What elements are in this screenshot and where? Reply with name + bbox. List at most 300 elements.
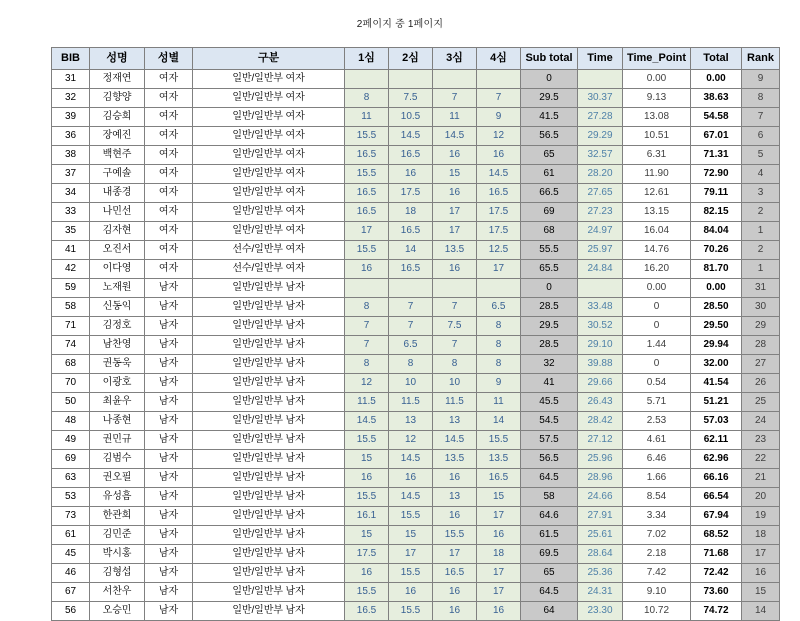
cell-time: 24.66 (578, 488, 623, 507)
cell-tpoint: 2.18 (623, 545, 691, 564)
cell-time: 30.52 (578, 317, 623, 336)
cell-sub: 65 (521, 146, 578, 165)
cell-j3: 15 (433, 165, 477, 184)
column-header-name: 성명 (90, 48, 145, 70)
cell-sub: 54.5 (521, 412, 578, 431)
cell-sub: 65 (521, 564, 578, 583)
cell-div: 일반/일반부 여자 (193, 108, 345, 127)
cell-rank: 25 (742, 393, 780, 412)
cell-time (578, 70, 623, 89)
cell-rank: 2 (742, 241, 780, 260)
cell-sub: 0 (521, 70, 578, 89)
table-row (52, 545, 780, 564)
cell-bib: 69 (52, 450, 90, 469)
cell-j4: 17 (477, 564, 521, 583)
cell-j2: 7.5 (389, 89, 433, 108)
cell-tpoint: 3.34 (623, 507, 691, 526)
cell-j3: 16 (433, 583, 477, 602)
cell-j2: 14.5 (389, 450, 433, 469)
cell-j3: 17 (433, 203, 477, 222)
column-header-gender: 성별 (145, 48, 193, 70)
cell-total: 72.42 (691, 564, 742, 583)
cell-j4 (477, 279, 521, 298)
column-header-div: 구분 (193, 48, 345, 70)
cell-rank: 21 (742, 469, 780, 488)
cell-j1 (345, 70, 389, 89)
cell-j1: 15.5 (345, 583, 389, 602)
cell-div: 일반/일반부 남자 (193, 355, 345, 374)
cell-time: 39.88 (578, 355, 623, 374)
cell-j4: 12 (477, 127, 521, 146)
cell-name: 서찬우 (90, 583, 145, 602)
table-row (52, 222, 780, 241)
cell-gender: 남자 (145, 507, 193, 526)
cell-div: 일반/일반부 남자 (193, 336, 345, 355)
cell-rank: 14 (742, 602, 780, 621)
cell-tpoint: 12.61 (623, 184, 691, 203)
cell-j4: 17 (477, 260, 521, 279)
cell-sub: 28.5 (521, 336, 578, 355)
cell-j2: 14.5 (389, 127, 433, 146)
cell-div: 일반/일반부 남자 (193, 431, 345, 450)
cell-time: 25.61 (578, 526, 623, 545)
cell-j1 (345, 279, 389, 298)
cell-j1: 11.5 (345, 393, 389, 412)
table-row (52, 165, 780, 184)
cell-j1: 16.5 (345, 146, 389, 165)
cell-div: 일반/일반부 남자 (193, 583, 345, 602)
cell-sub: 55.5 (521, 241, 578, 260)
cell-time: 32.57 (578, 146, 623, 165)
cell-rank: 27 (742, 355, 780, 374)
column-header-j4: 4심 (477, 48, 521, 70)
cell-rank: 7 (742, 108, 780, 127)
cell-j4: 17.5 (477, 203, 521, 222)
cell-j3: 13.5 (433, 241, 477, 260)
table-row (52, 431, 780, 450)
cell-rank: 22 (742, 450, 780, 469)
cell-j3: 14.5 (433, 127, 477, 146)
table-row (52, 450, 780, 469)
cell-j3: 16.5 (433, 564, 477, 583)
cell-div: 일반/일반부 남자 (193, 545, 345, 564)
cell-div: 일반/일반부 여자 (193, 89, 345, 108)
cell-time: 27.28 (578, 108, 623, 127)
cell-j4: 18 (477, 545, 521, 564)
cell-j3: 17 (433, 545, 477, 564)
cell-j2: 16 (389, 583, 433, 602)
cell-time: 33.48 (578, 298, 623, 317)
cell-sub: 56.5 (521, 127, 578, 146)
cell-name: 나민선 (90, 203, 145, 222)
cell-name: 김범수 (90, 450, 145, 469)
cell-div: 일반/일반부 남자 (193, 317, 345, 336)
cell-j2: 14 (389, 241, 433, 260)
cell-j1: 11 (345, 108, 389, 127)
table-row (52, 526, 780, 545)
cell-gender: 남자 (145, 298, 193, 317)
cell-j2: 10.5 (389, 108, 433, 127)
cell-div: 일반/일반부 남자 (193, 279, 345, 298)
cell-tpoint: 0 (623, 355, 691, 374)
cell-name: 이다영 (90, 260, 145, 279)
cell-j1: 16.5 (345, 602, 389, 621)
cell-j3: 11.5 (433, 393, 477, 412)
cell-j3: 10 (433, 374, 477, 393)
cell-name: 한관희 (90, 507, 145, 526)
cell-time: 24.97 (578, 222, 623, 241)
cell-div: 일반/일반부 여자 (193, 146, 345, 165)
cell-bib: 71 (52, 317, 90, 336)
cell-j3: 16 (433, 507, 477, 526)
cell-j3: 7 (433, 336, 477, 355)
cell-j2: 14.5 (389, 488, 433, 507)
cell-rank: 29 (742, 317, 780, 336)
cell-name: 김향양 (90, 89, 145, 108)
cell-time: 29.29 (578, 127, 623, 146)
cell-sub: 57.5 (521, 431, 578, 450)
cell-time: 25.96 (578, 450, 623, 469)
cell-bib: 42 (52, 260, 90, 279)
cell-sub: 64.5 (521, 469, 578, 488)
column-header-j2: 2심 (389, 48, 433, 70)
table-row (52, 564, 780, 583)
cell-j2: 10 (389, 374, 433, 393)
cell-j3: 7.5 (433, 317, 477, 336)
table-row (52, 488, 780, 507)
cell-j4: 9 (477, 108, 521, 127)
cell-rank: 31 (742, 279, 780, 298)
cell-bib: 38 (52, 146, 90, 165)
cell-sub: 69.5 (521, 545, 578, 564)
cell-j1: 15.5 (345, 165, 389, 184)
cell-total: 71.31 (691, 146, 742, 165)
table-header-row (52, 48, 780, 70)
cell-tpoint: 2.53 (623, 412, 691, 431)
cell-tpoint: 6.31 (623, 146, 691, 165)
cell-sub: 45.5 (521, 393, 578, 412)
cell-name: 김민준 (90, 526, 145, 545)
results-table-container (0, 30, 800, 621)
cell-j1: 16 (345, 469, 389, 488)
cell-rank: 2 (742, 203, 780, 222)
cell-rank: 3 (742, 184, 780, 203)
cell-total: 0.00 (691, 70, 742, 89)
cell-div: 일반/일반부 남자 (193, 488, 345, 507)
cell-bib: 31 (52, 70, 90, 89)
cell-rank: 17 (742, 545, 780, 564)
cell-total: 81.70 (691, 260, 742, 279)
cell-sub: 41 (521, 374, 578, 393)
cell-bib: 74 (52, 336, 90, 355)
cell-name: 김자현 (90, 222, 145, 241)
table-row (52, 184, 780, 203)
cell-total: 84.04 (691, 222, 742, 241)
cell-tpoint: 13.08 (623, 108, 691, 127)
cell-total: 54.58 (691, 108, 742, 127)
cell-tpoint: 0 (623, 317, 691, 336)
cell-gender: 남자 (145, 374, 193, 393)
cell-name: 신동익 (90, 298, 145, 317)
cell-total: 72.90 (691, 165, 742, 184)
cell-name: 나종현 (90, 412, 145, 431)
cell-j3: 16 (433, 260, 477, 279)
cell-sub: 64.5 (521, 583, 578, 602)
cell-sub: 29.5 (521, 317, 578, 336)
cell-bib: 73 (52, 507, 90, 526)
cell-name: 정재연 (90, 70, 145, 89)
cell-j2: 16 (389, 469, 433, 488)
table-row (52, 374, 780, 393)
cell-gender: 여자 (145, 222, 193, 241)
cell-j2: 16.5 (389, 222, 433, 241)
cell-j4: 16 (477, 602, 521, 621)
cell-time: 28.20 (578, 165, 623, 184)
cell-j4: 17 (477, 507, 521, 526)
cell-name: 김정호 (90, 317, 145, 336)
cell-gender: 남자 (145, 602, 193, 621)
cell-sub: 58 (521, 488, 578, 507)
cell-rank: 19 (742, 507, 780, 526)
cell-name: 최윤우 (90, 393, 145, 412)
cell-div: 선수/일반부 여자 (193, 260, 345, 279)
cell-j1: 15.5 (345, 127, 389, 146)
cell-time: 28.64 (578, 545, 623, 564)
cell-name: 권민규 (90, 431, 145, 450)
cell-bib: 48 (52, 412, 90, 431)
cell-div: 일반/일반부 남자 (193, 602, 345, 621)
cell-j2: 15.5 (389, 602, 433, 621)
table-row (52, 469, 780, 488)
cell-time: 24.31 (578, 583, 623, 602)
cell-j2: 16.5 (389, 146, 433, 165)
cell-j2: 8 (389, 355, 433, 374)
cell-tpoint: 7.42 (623, 564, 691, 583)
cell-bib: 58 (52, 298, 90, 317)
cell-j4: 8 (477, 355, 521, 374)
cell-j1: 7 (345, 317, 389, 336)
cell-sub: 61.5 (521, 526, 578, 545)
cell-div: 일반/일반부 남자 (193, 450, 345, 469)
cell-j2: 15.5 (389, 507, 433, 526)
cell-j3: 16 (433, 602, 477, 621)
cell-total: 67.94 (691, 507, 742, 526)
table-body (52, 70, 780, 621)
cell-time: 29.66 (578, 374, 623, 393)
cell-bib: 46 (52, 564, 90, 583)
cell-tpoint: 9.13 (623, 89, 691, 108)
column-header-j1: 1심 (345, 48, 389, 70)
table-row (52, 89, 780, 108)
cell-bib: 45 (52, 545, 90, 564)
cell-sub: 65.5 (521, 260, 578, 279)
cell-j4: 17.5 (477, 222, 521, 241)
cell-gender: 여자 (145, 241, 193, 260)
cell-gender: 남자 (145, 279, 193, 298)
cell-rank: 18 (742, 526, 780, 545)
cell-gender: 여자 (145, 127, 193, 146)
cell-j3: 7 (433, 298, 477, 317)
cell-time: 28.42 (578, 412, 623, 431)
cell-name: 남찬영 (90, 336, 145, 355)
cell-time: 28.96 (578, 469, 623, 488)
cell-bib: 41 (52, 241, 90, 260)
cell-gender: 남자 (145, 583, 193, 602)
cell-name: 백현주 (90, 146, 145, 165)
table-row (52, 507, 780, 526)
cell-j4: 7 (477, 89, 521, 108)
table-row (52, 70, 780, 89)
cell-total: 38.63 (691, 89, 742, 108)
cell-gender: 남자 (145, 412, 193, 431)
cell-j4: 8 (477, 317, 521, 336)
cell-gender: 여자 (145, 108, 193, 127)
cell-total: 57.03 (691, 412, 742, 431)
column-header-bib: BIB (52, 48, 90, 70)
cell-gender: 남자 (145, 393, 193, 412)
cell-j3 (433, 279, 477, 298)
cell-rank: 30 (742, 298, 780, 317)
cell-gender: 남자 (145, 450, 193, 469)
cell-bib: 50 (52, 393, 90, 412)
cell-j2: 11.5 (389, 393, 433, 412)
cell-j1: 16 (345, 564, 389, 583)
cell-j2: 15.5 (389, 564, 433, 583)
cell-name: 권오필 (90, 469, 145, 488)
cell-time: 27.12 (578, 431, 623, 450)
cell-bib: 33 (52, 203, 90, 222)
cell-j1: 8 (345, 298, 389, 317)
cell-j1: 15.5 (345, 488, 389, 507)
cell-bib: 59 (52, 279, 90, 298)
cell-j2: 13 (389, 412, 433, 431)
cell-time: 30.37 (578, 89, 623, 108)
cell-j4: 17 (477, 583, 521, 602)
cell-j4: 16.5 (477, 469, 521, 488)
cell-bib: 67 (52, 583, 90, 602)
table-row (52, 412, 780, 431)
cell-j1: 16 (345, 260, 389, 279)
cell-bib: 39 (52, 108, 90, 127)
cell-time: 27.91 (578, 507, 623, 526)
cell-j1: 7 (345, 336, 389, 355)
cell-total: 28.50 (691, 298, 742, 317)
table-row (52, 108, 780, 127)
cell-sub: 61 (521, 165, 578, 184)
cell-j1: 16.1 (345, 507, 389, 526)
cell-tpoint: 6.46 (623, 450, 691, 469)
cell-total: 41.54 (691, 374, 742, 393)
cell-name: 오진서 (90, 241, 145, 260)
cell-tpoint: 16.04 (623, 222, 691, 241)
cell-sub: 66.5 (521, 184, 578, 203)
cell-sub: 29.5 (521, 89, 578, 108)
cell-tpoint: 8.54 (623, 488, 691, 507)
cell-name: 이광호 (90, 374, 145, 393)
cell-time: 29.10 (578, 336, 623, 355)
results-table (51, 47, 780, 621)
table-row (52, 279, 780, 298)
cell-time (578, 279, 623, 298)
column-header-time: Time (578, 48, 623, 70)
cell-j3: 13 (433, 488, 477, 507)
cell-rank: 23 (742, 431, 780, 450)
cell-j2 (389, 279, 433, 298)
cell-tpoint: 7.02 (623, 526, 691, 545)
cell-j1: 17.5 (345, 545, 389, 564)
cell-j2: 12 (389, 431, 433, 450)
cell-total: 82.15 (691, 203, 742, 222)
cell-sub: 64 (521, 602, 578, 621)
cell-j4: 16.5 (477, 184, 521, 203)
cell-div: 일반/일반부 남자 (193, 526, 345, 545)
cell-j2: 6.5 (389, 336, 433, 355)
cell-div: 일반/일반부 여자 (193, 222, 345, 241)
cell-j2: 17 (389, 545, 433, 564)
cell-rank: 28 (742, 336, 780, 355)
cell-j2: 7 (389, 317, 433, 336)
cell-j3: 13.5 (433, 450, 477, 469)
cell-j1: 17 (345, 222, 389, 241)
cell-total: 51.21 (691, 393, 742, 412)
cell-tpoint: 16.20 (623, 260, 691, 279)
cell-sub: 64.6 (521, 507, 578, 526)
cell-gender: 남자 (145, 355, 193, 374)
cell-tpoint: 0.54 (623, 374, 691, 393)
cell-total: 32.00 (691, 355, 742, 374)
cell-j1: 15.5 (345, 431, 389, 450)
table-row (52, 393, 780, 412)
table-row (52, 602, 780, 621)
cell-div: 일반/일반부 남자 (193, 374, 345, 393)
cell-name: 장예진 (90, 127, 145, 146)
cell-tpoint: 14.76 (623, 241, 691, 260)
cell-div: 일반/일반부 여자 (193, 127, 345, 146)
column-header-rank: Rank (742, 48, 780, 70)
cell-total: 68.52 (691, 526, 742, 545)
cell-tpoint: 1.66 (623, 469, 691, 488)
column-header-tpoint: Time_Point (623, 48, 691, 70)
cell-gender: 여자 (145, 260, 193, 279)
cell-time: 25.97 (578, 241, 623, 260)
cell-total: 74.72 (691, 602, 742, 621)
cell-j4: 8 (477, 336, 521, 355)
cell-sub: 32 (521, 355, 578, 374)
cell-div: 일반/일반부 여자 (193, 165, 345, 184)
cell-j4: 11 (477, 393, 521, 412)
cell-name: 구예솔 (90, 165, 145, 184)
cell-j3: 7 (433, 89, 477, 108)
table-row (52, 203, 780, 222)
cell-rank: 9 (742, 70, 780, 89)
cell-j3: 16 (433, 146, 477, 165)
cell-j4: 12.5 (477, 241, 521, 260)
cell-name: 오승민 (90, 602, 145, 621)
cell-time: 25.36 (578, 564, 623, 583)
cell-gender: 여자 (145, 184, 193, 203)
cell-bib: 68 (52, 355, 90, 374)
table-row (52, 336, 780, 355)
cell-gender: 남자 (145, 469, 193, 488)
cell-name: 김형섭 (90, 564, 145, 583)
cell-j3: 8 (433, 355, 477, 374)
cell-gender: 여자 (145, 165, 193, 184)
cell-gender: 여자 (145, 70, 193, 89)
cell-sub: 41.5 (521, 108, 578, 127)
cell-j1: 15.5 (345, 241, 389, 260)
cell-name: 유성흠 (90, 488, 145, 507)
cell-tpoint: 0.00 (623, 279, 691, 298)
